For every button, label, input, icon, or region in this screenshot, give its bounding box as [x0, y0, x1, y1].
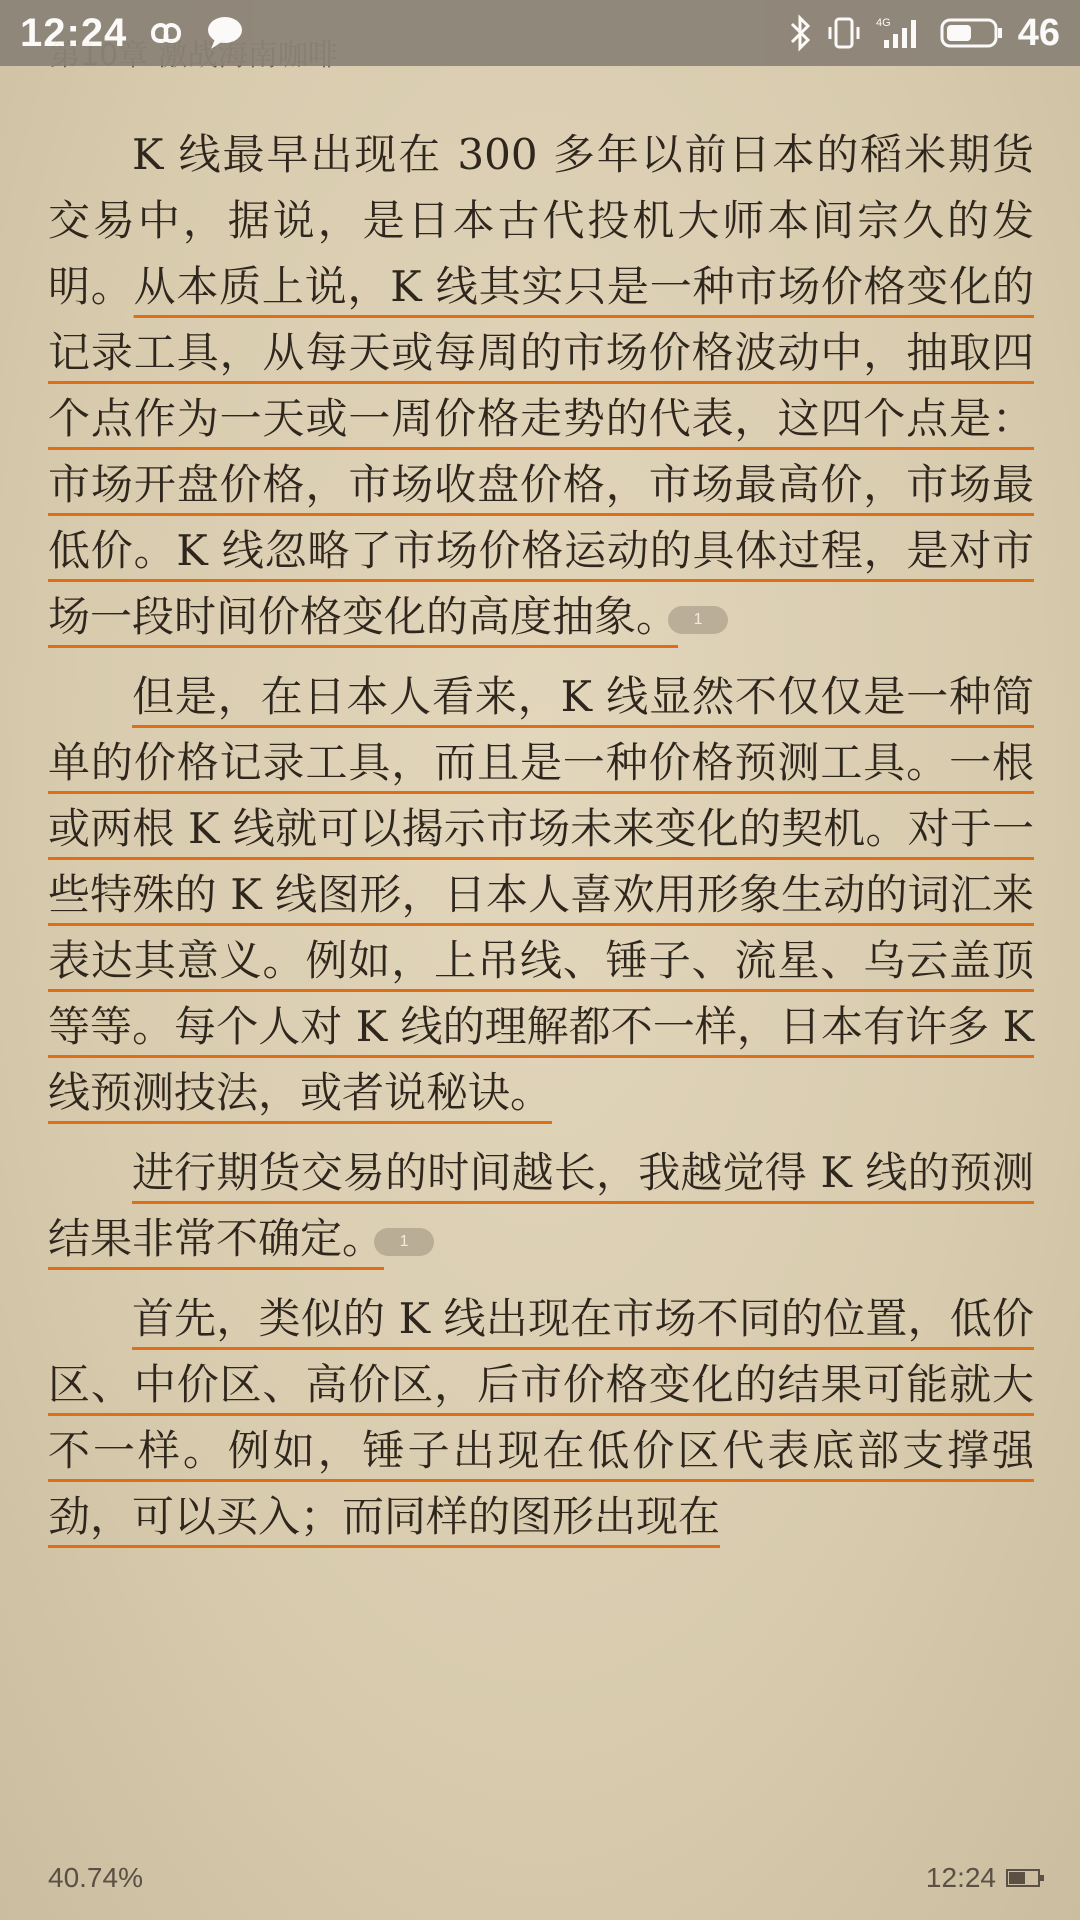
paragraph-4-highlight[interactable]: 首先，类似的 K 线出现在市场不同的位置，低价区、中价区、高价区，后市价格变化的结果可能就大不一样。例如，锤子出现在低价区代表底部支撑强劲，可以买入；而同样的图形出现在	[48, 1294, 1034, 1541]
bluetooth-icon	[788, 14, 812, 52]
paragraph-1-text: K 线最早出现在 300 多年以前日本的稻米期货交易中，据说，是日本古代投机大师本间宗久的发明。	[48, 130, 1034, 311]
infinity-icon	[141, 18, 191, 48]
paragraph-3	[48, 1140, 1034, 1272]
status-clock: 12:24	[20, 10, 128, 55]
footer-time: 12:24	[925, 1862, 996, 1893]
footer-clock-group	[926, 1862, 1040, 1894]
paragraph-2	[48, 664, 1034, 1126]
battery-icon	[940, 16, 1004, 50]
battery-icon	[1006, 1869, 1040, 1887]
paragraph-1	[48, 122, 1034, 650]
reader-footer	[48, 1858, 1040, 1898]
note-count-badge[interactable]: 1	[668, 606, 728, 634]
status-right	[788, 12, 1060, 55]
reading-progress: 40.74%	[48, 1862, 143, 1893]
paragraph-2-highlight[interactable]: 但是，在日本人看来，K 线显然不仅仅是一种简单的价格记录工具，而且是一种价格预测工具。一根或两根 K 线就可以揭示市场未来变化的契机。对于一些特殊的 K 线图形，日本人喜欢用形象生动的词汇来表达其意义。例如，上吊线、锤子、流星、乌云盖顶等等。每个人对 K 线的理解都不一样，日本有许多 K 线预测技法，或者说秘诀。	[48, 672, 1034, 1117]
status-bar	[0, 0, 1080, 66]
signal-icon	[876, 14, 926, 52]
chat-bubble-icon	[205, 15, 245, 51]
network-label: 4G	[875, 17, 891, 29]
note-count-badge[interactable]: 1	[374, 1228, 434, 1256]
paragraph-3-highlight[interactable]: 进行期货交易的时间越长，我越觉得 K 线的预测结果非常不确定。	[48, 1148, 1034, 1263]
battery-percent: 46	[1017, 11, 1060, 54]
status-left	[20, 11, 245, 56]
paragraph-4	[48, 1286, 1034, 1550]
reading-content[interactable]	[48, 122, 1034, 1564]
vibrate-icon	[826, 15, 862, 51]
paragraph-1-highlight[interactable]: 从本质上说，K 线其实只是一种市场价格变化的记录工具，从每天或每周的市场价格波动中，抽取四个点作为一天或一周价格走势的代表，这四个点是：市场开盘价格，市场收盘价格，市场最高价，市场最低价。K 线忽略了市场价格运动的具体过程，是对市场一段时间价格变化的高度抽象。	[48, 262, 1034, 641]
